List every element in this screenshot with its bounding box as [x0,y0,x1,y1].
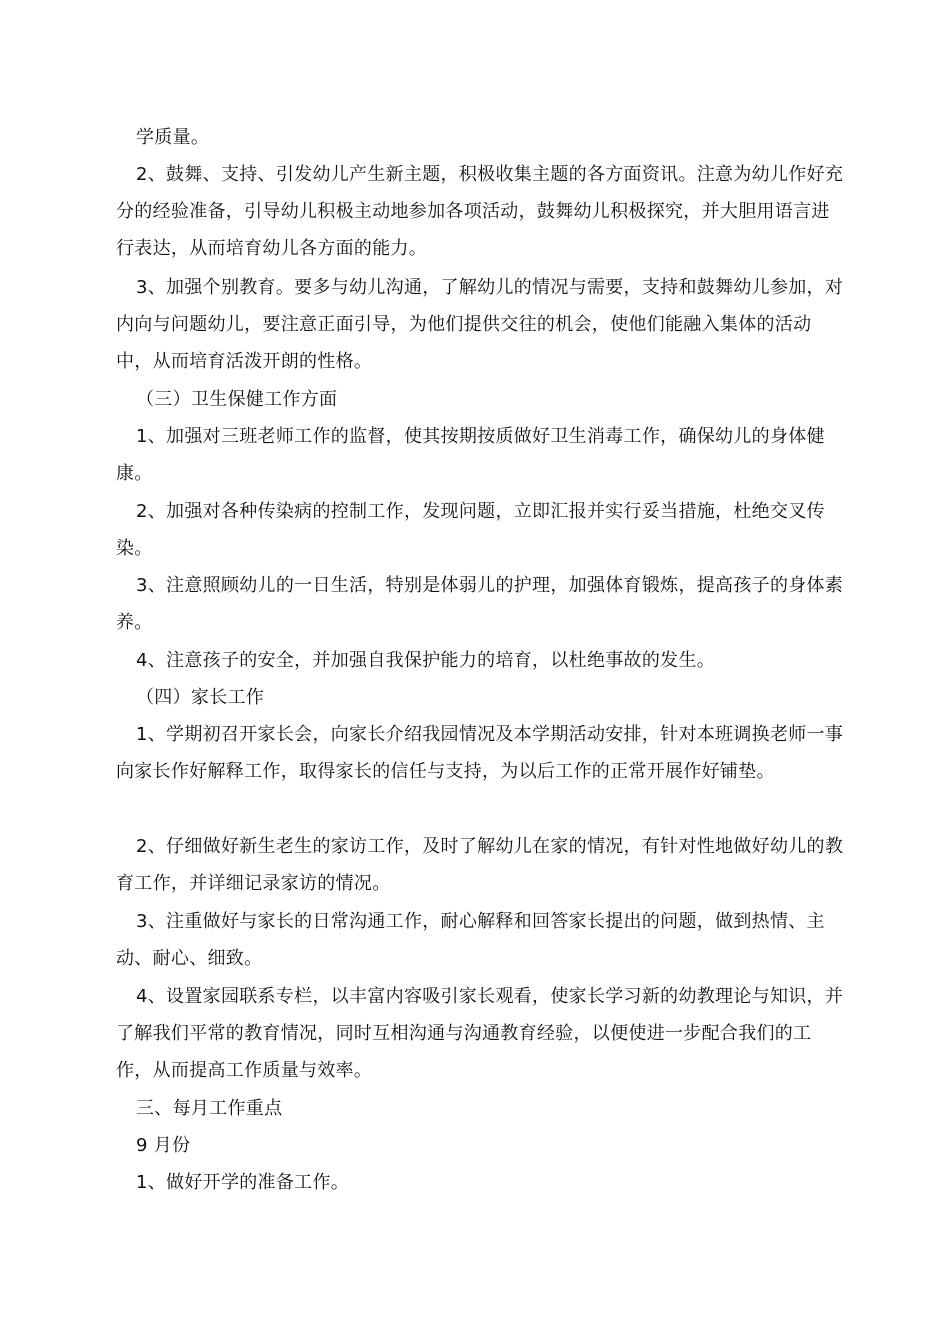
paragraph-item: 1、学期初召开家长会，向家长介绍我园情况及本学期活动安排，针对本班调换老师一事向家长作好解释工作，取得家长的信任与支持，为以后工作的正常开展作好铺垫。 [116,724,844,782]
paragraph-item: 3、加强个别教育。要多与幼儿沟通，了解幼儿的情况与需要，支持和鼓舞幼儿参加，对内向与问题幼儿，要注意正面引导，为他们提供交往的机会，使他们能融入集体的活动中，从而培育活泼开朗的性格。 [116,277,844,372]
paragraph-item: 3、注意照顾幼儿的一日生活，特别是体弱儿的护理，加强体育锻炼，提高孩子的身体素养。 [116,575,844,633]
paragraph-item: 3、注重做好与家长的日常沟通工作，耐心解释和回答家长提出的问题，做到热情、主动、耐心、细致。 [116,911,825,969]
paragraph-item: 1、加强对三班老师工作的监督，使其按期按质做好卫生消毒工作，确保幼儿的身体健康。 [116,426,825,484]
section-heading: （三）卫生保健工作方面 [136,389,338,410]
paragraph-item: 1、做好开学的准备工作。 [136,1172,350,1193]
paragraph-item: 4、设置家园联系专栏，以丰富内容吸引家长观看，使家长学习新的幼教理论与知识，并了解我们平常的教育情况，同时互相沟通与沟通教育经验，以便使进一步配合我们的工作，从而提高工作质量与效率。 [116,986,844,1081]
month-heading: 9 月份 [136,1135,191,1156]
paragraph-continuation: 学质量。 [136,127,210,148]
paragraph-item: 2、鼓舞、支持、引发幼儿产生新主题，积极收集主题的各方面资讯。注意为幼儿作好充分的经验准备，引导幼儿积极主动地参加各项活动，鼓舞幼儿积极探究，并大胆用语言进行表达，从而培育幼儿各方面的能力。 [116,164,844,259]
section-heading: 三、每月工作重点 [136,1098,283,1119]
paragraph-item: 2、仔细做好新生老生的家访工作，及时了解幼儿在家的情况，有针对性地做好幼儿的教育工作，并详细记录家访的情况。 [116,836,844,894]
section-heading: （四）家长工作 [136,687,265,708]
paragraph-item: 2、加强对各种传染病的控制工作，发现问题，立即汇报并实行妥当措施，杜绝交叉传染。 [116,501,825,559]
paragraph-item: 4、注意孩子的安全，并加强自我保护能力的培育，以杜绝事故的发生。 [136,650,716,671]
